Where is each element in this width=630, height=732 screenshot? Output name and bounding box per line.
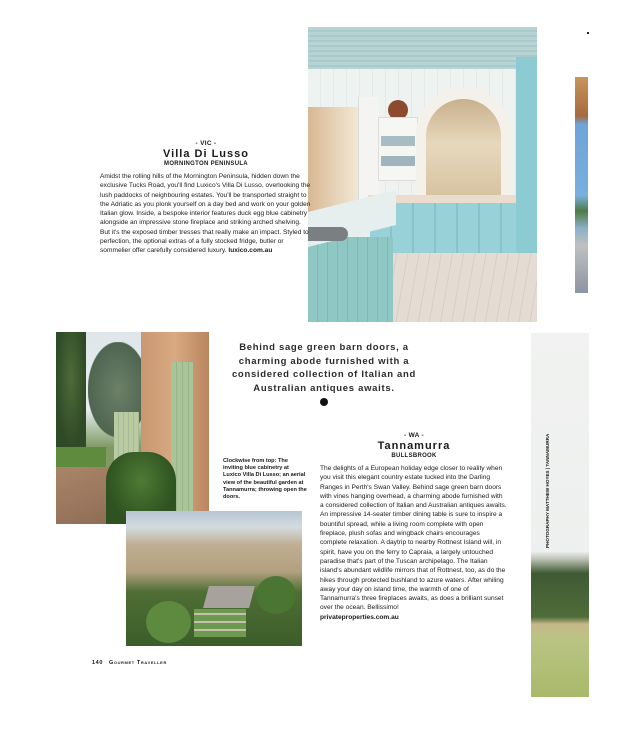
crop-mark <box>587 32 589 34</box>
garden-photo <box>56 332 209 524</box>
kitchen-doorway <box>308 107 358 212</box>
aerial-house <box>203 586 255 608</box>
wa-article <box>320 432 508 622</box>
aerial-trees <box>146 601 191 643</box>
photo-credit-text: PHOTOGRAPHY MATTHEW HOYES | TANNAMURRA <box>545 433 550 548</box>
vic-body-text: Amidst the rolling hills of the Mornington Peninsula, hidden down the exclusive Tucks Road, you'll find Luxico's Villa Di Lusso, overlooking the lush paddocks of neighbouring estates. You'll be transported straight to the Adriatic as you plonk yourself on a day bed and work on your golden Italian glow. Inside, a bespoke interior features duck egg blue cabinetry alongside an impressive stone fireplace and striking arched shelving. But it's the exposed timber tresses that really make an impact. Styled to perfection, the optional extras of a fully stocked fridge, butler or sommelier offer carefully considered luxury. <box>100 173 311 255</box>
kitchen-ceiling <box>308 27 537 69</box>
photo-caption: Clockwise from top: The inviting blue cabinetry at Luxico Villa Di Lusso; an aerial view of the beautiful garden at Tannamurra; throwing open the doors. <box>223 458 307 501</box>
wa-title: Tannamurra <box>377 440 451 452</box>
wa-region-label: - WA - <box>404 432 424 439</box>
vic-link[interactable]: luxico.com.au <box>228 247 273 255</box>
garden-tree <box>56 332 86 447</box>
aerial-photo <box>126 511 302 646</box>
pull-quote: Behind sage green barn doors, a charming abode furnished with a considered collection of Italian and Australian antiques awaits. <box>231 342 417 394</box>
wa-body-text: The delights of a European holiday edge closer to reality when you visit this elegant country estate tucked into the Darling Ranges in Perth's Swan Valley. Behind sage green barn doors with vines hanging overhead, a charming abode furnished with a considered collection of Italian and Australian antiques awaits. An impressive 14-seater timber dining table is sure to inspire a bountiful spread, while a living room complete with open fireplace, plush sofas and wingback chairs encourages complete relaxation. A daytrip to nearby Rottnest Island will, in spirit, have you on the ferry to Capraia, a largely untouched paradise that's part of the Tuscan archipelago. The Italian island's abundant wildlife mirrors that of Rottnest, too, as do the hikes through protected bushland to azure waters. After whiling away your day on island time, the warmth of one of Tannamurra's three fireplaces awaits, as does a brilliant sunset over the ocean. Bellissimo! <box>320 465 507 612</box>
kitchen-arch-window <box>426 99 501 199</box>
publication-name: Gourmet Traveller <box>108 660 167 666</box>
strip-photo-bottom <box>531 333 589 697</box>
page-folio <box>92 660 167 666</box>
kitchen-sink <box>308 227 348 241</box>
photo-credit <box>545 430 555 550</box>
kitchen-shelf <box>378 117 418 181</box>
wa-subtitle: BULLSBROOK <box>391 453 437 459</box>
vic-region-label: - VIC - <box>195 140 217 147</box>
wa-body <box>320 464 508 622</box>
wa-link[interactable]: privateproperties.com.au <box>320 613 399 621</box>
vic-title: Villa Di Lusso <box>163 148 249 160</box>
aerial-trees <box>256 576 296 614</box>
kitchen-photo <box>308 27 537 322</box>
aerial-garden <box>194 609 246 637</box>
kitchen-island <box>308 237 393 322</box>
kitchen-right-cabinet <box>516 57 537 257</box>
strip-photo-top <box>575 77 588 293</box>
page-number: 140 <box>92 660 103 666</box>
bullet-dot-icon <box>320 398 328 406</box>
vic-subtitle: MORNINGTON PENINSULA <box>164 161 248 167</box>
vic-body <box>100 172 312 256</box>
vic-article <box>100 140 312 256</box>
